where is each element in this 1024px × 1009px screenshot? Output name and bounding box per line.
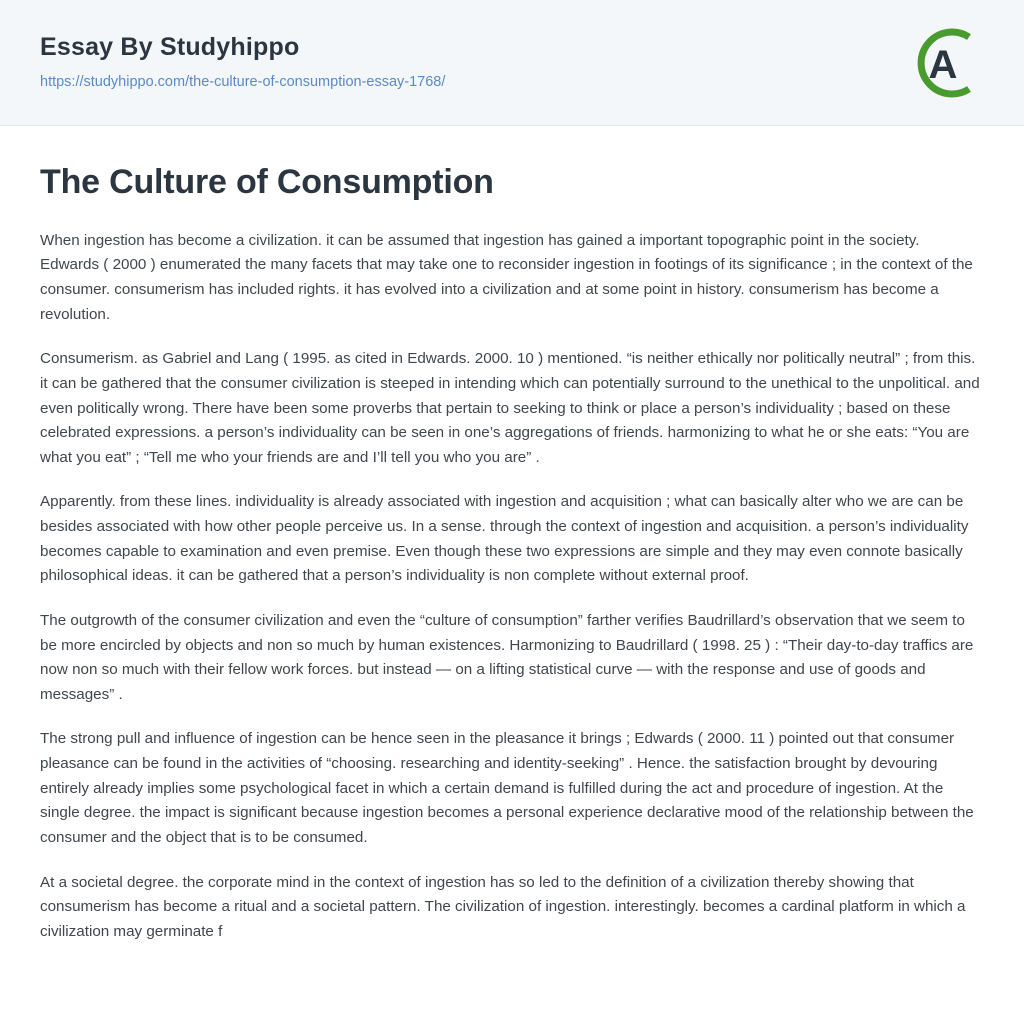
article-paragraph: At a societal degree. the corporate mind in the context of ingestion has so led to the definition of a civilization thereby showing that consumerism has become a ritual and a societal pattern. The civilization of ingestion. interestingly. becomes a cardinal platform in which a civilization may germinate f (40, 873, 966, 940)
article-paragraph: Consumerism. as Gabriel and Lang ( 1995. as cited in Edwards. 2000. 10 ) mentioned. “is neither ethically nor politically neutral” ; from this. it can be gathered that the consumer civilization is steeped in intending which can potentially surround to the unethical to the unpolitical. and even politically wrong. There have been some proverbs that pertain to seeking to think or place a person’s individuality ; based on these celebrated expressions. a person’s individuality can be seen in one’s aggregations of friends. harmonizing to what he or she eats: “You are what you eat” ; “Tell me who your friends are and I’ll tell you who you are” . (40, 350, 980, 466)
studyhippo-a-logo-icon (900, 20, 986, 106)
svg-text:A: A (928, 43, 958, 87)
article-content (0, 126, 1024, 944)
brand-title (40, 34, 984, 62)
source-url-link[interactable]: https://studyhippo.com/the-culture-of-consumption-essay-1768/ (40, 73, 446, 90)
site-header (0, 0, 1024, 126)
article-paragraph: When ingestion has become a civilization. it can be assumed that ingestion has gained a important topographic point in the society. Edwards ( 2000 ) enumerated the many facets that may take one to reconsider ingestion in footings of its significance ; in the context of the consumer. consumerism has included rights. it has evolved into a civilization and at some point in history. consumerism has become a revolution. (40, 231, 973, 323)
article-paragraph: The outgrowth of the consumer civilization and even the “culture of consumption” farther verifies Baudrillard’s observation that we seem to be more encircled by objects and non so much by human existences. Harmonizing to Baudrillard ( 1998. 25 ) : “Their day-to-day traffics are now non so much with their fellow work forces. but instead — on a lifting statistical curve — with the response and use of goods and messages” . (40, 611, 974, 703)
article-paragraph: The strong pull and influence of ingestion can be hence seen in the pleasance it brings ; Edwards ( 2000. 11 ) pointed out that consumer pleasance can be found in the activities of “choosing. researching and identity-seeking” . Hence. the satisfaction brought by devouring entirely already implies some psychological facet in which a certain demand is fulfilled during the act and procedure of ingestion. At the single degree. the impact is significant because ingestion becomes a personal experience declarative mood of the relationship between the consumer and the object that is to be consumed. (40, 730, 974, 846)
brand-title-text: Essay By Studyhippo (40, 33, 300, 62)
page-title: The Culture of Consumption (40, 163, 494, 201)
article-paragraph: Apparently. from these lines. individuality is already associated with ingestion and acquisition ; what can basically alter who we are can be besides associated with how other people perceive us. In a sense. through the context of ingestion and acquisition. a person’s individuality becomes capable to examination and even premise. Even though these two expressions are simple and they may even connote basically philosophical ideas. it can be gathered that a person’s individuality is non complete without external proof. (40, 493, 969, 585)
